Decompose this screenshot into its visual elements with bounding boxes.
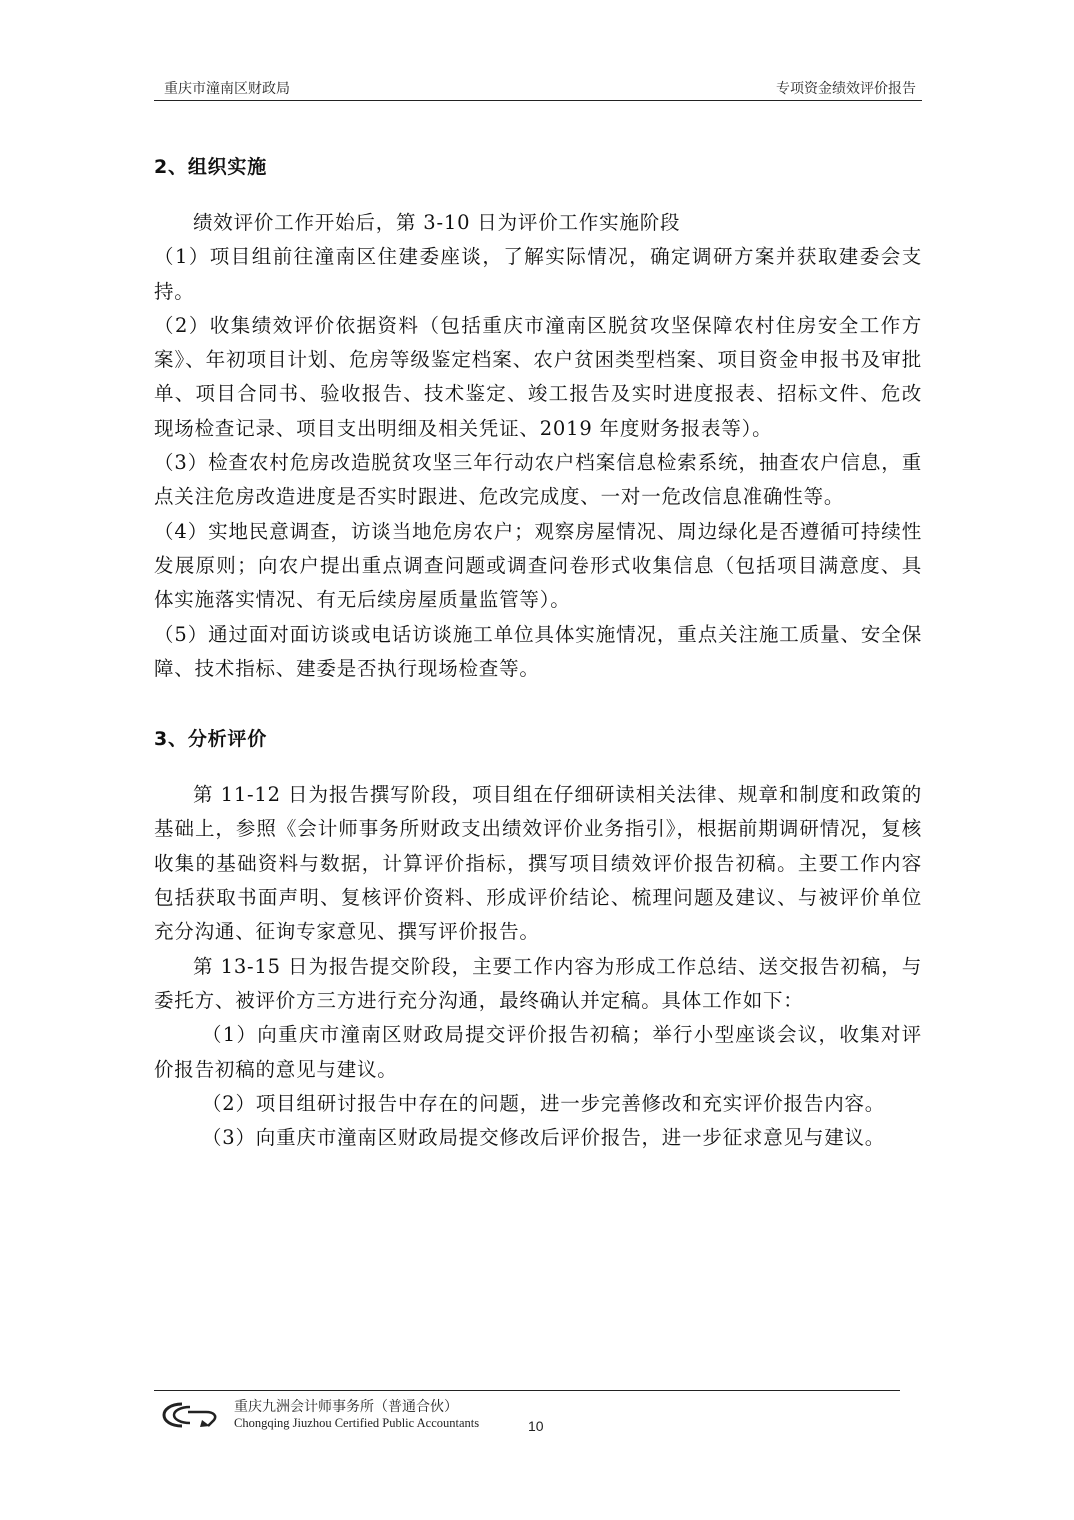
- section-3-item-3: （3）向重庆市潼南区财政局提交修改后评价报告，进一步征求意见与建议。: [202, 1126, 886, 1150]
- section-2-item-4: （4）实地民意调查，访谈当地危房农户；观察房屋情况、周边绿化是否遵循可持续性发展原则；向农户提出重点调查问题或调查问卷形式收集信息（包括项目满意度、具体实施落实情况、有无后续房屋质量监管等）。: [154, 519, 922, 612]
- section-2-item-1: （1）项目组前往潼南区住建委座谈，了解实际情况，确定调研方案并获取建委会支持。: [154, 245, 922, 303]
- section-3-paragraph-1: 第 11-12 日为报告撰写阶段，项目组在仔细研读相关法律、规章和制度和政策的基础上，参照《会计师事务所财政支出绩效评价业务指引》，根据前期调研情况，复核收集的基础资料与数据，计算评价指标，撰写项目绩效评价报告初稿。主要工作内容包括获取书面声明、复核评价资料、形成评价结论、梳理问题及建议、与被评价单位充分沟通、征询专家意见、撰写评价报告。: [154, 783, 922, 944]
- page-header: [154, 78, 922, 100]
- header-divider: [154, 100, 922, 101]
- section-2-item-2: （2）收集绩效评价依据资料（包括重庆市潼南区脱贫攻坚保障农村住房安全工作方案》、年初项目计划、危房等级鉴定档案、农户贫困类型档案、项目资金申报书及审批单、项目合同书、验收报告、技术鉴定、竣工报告及实时进度报表、招标文件、危改现场检查记录、项目支出明细及相关凭证、2019 年度财务报表等）。: [154, 313, 922, 440]
- section-2-heading: 2、组织实施: [154, 156, 268, 178]
- section-2-item-5: （5）通过面对面访谈或电话访谈施工单位具体实施情况，重点关注施工质量、安全保障、技术指标、建委是否执行现场检查等。: [154, 622, 922, 680]
- section-3-paragraph-2: 第 13-15 日为报告提交阶段，主要工作内容为形成工作总结、送交报告初稿，与委托方、被评价方三方进行充分沟通，最终确认并定稿。具体工作如下：: [154, 954, 922, 1012]
- firm-logo-icon: [162, 1400, 220, 1430]
- section-2-item-3: （3）检查农村危房改造脱贫攻坚三年行动农户档案信息检索系统，抽查农户信息，重点关注危房改造进度是否实时跟进、危改完成度、一对一危改信息准确性等。: [154, 451, 922, 509]
- firm-name-english: Chongqing Jiuzhou Certified Public Accountants: [234, 1416, 480, 1430]
- header-right-title: 专项资金绩效评价报告: [776, 81, 916, 97]
- section-3-item-2: （2）项目组研讨报告中存在的问题，进一步完善修改和充实评价报告内容。: [202, 1091, 886, 1115]
- document-body: [154, 140, 922, 1155]
- section-2-intro: 绩效评价工作开始后，第 3-10 日为评价工作实施阶段: [193, 211, 681, 234]
- section-3-heading: 3、分析评价: [154, 728, 268, 751]
- section-3-item-1: （1）向重庆市潼南区财政局提交评价报告初稿；举行小型座谈会议，收集对评价报告初稿的意见与建议。: [154, 1023, 922, 1081]
- page-number: 10: [528, 1418, 544, 1434]
- firm-name-chinese: 重庆九洲会计师事务所（普通合伙）: [234, 1399, 458, 1415]
- header-left-title: 重庆市潼南区财政局: [164, 81, 290, 97]
- page-footer: [162, 1396, 862, 1440]
- footer-divider: [154, 1390, 900, 1391]
